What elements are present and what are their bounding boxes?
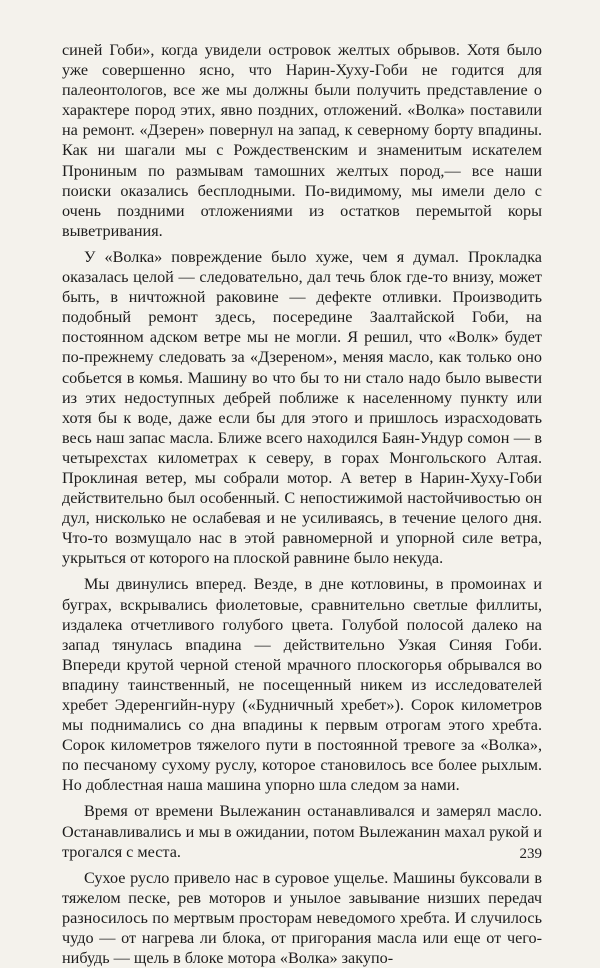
paragraph-4: Время от времени Вылежанин останавливался и замерял масло. Останавливались и мы в ожидании, потом Вылежанин махал рукой и трогался с места. — [62, 802, 542, 861]
paragraph-3: Мы двинулись вперед. Везде, в дне котловины, в промоинах и буграх, вскрывались фиолетовые, сравнительно светлые филлиты, издалека отчетливого голубого цвета. Голубой полосой далеко на запад тянулась впадина — действительно Узкая Синяя Гоби. Впереди крутой черной стеной мрачного плоскогорья обрывался во впадину таинственный, не посещенный никем из исследователей хребет Эдеренгийн-нуру («Будничный хребет»). Сорок километров мы поднимались со дна впадины к первым отрогам этого хребта. Сорок километров тяжелого пути в постоянной тревоге за «Волка», по песчаному сухому руслу, которое становилось все более рыхлым. Но доблестная наша машина упорно шла следом за нами. — [62, 575, 542, 795]
paragraph-2: У «Волка» повреждение было хуже, чем я думал. Прокладка оказалась целой — следовательно, дал течь блок где-то внизу, может быть, в ничтожной раковине — дефекте отливки. Производить подобный ремонт здесь, посередине Заалтайской Гоби, на постоянном адском ветре мы не могли. Я решил, что «Волк» будет по-прежнему следовать за «Дзереном», меняя масло, как только оно собьется в комья. Машину во что бы то ни стало надо было вывести из этих недоступных дебрей поближе к населенному пункту или хотя бы к воде, даже если бы для этого и пришлось израсходовать весь наш запас масла. Ближе всего находился Баян-Ундур сомон — в четырехстах километрах к северу, в горах Монгольского Алтая. Проклиная ветер, мы собрали мотор. А ветер в Нарин-Хуху-Гоби действительно был особенный. С непостижимой настойчивостью он дул, нисколько не ослабевая и не усиливаясь, в течение целого дня. Что-то возмущало нас в этой равномерной и упорной силе ветра, укрыться от которого на плоской равнине было некуда. — [62, 247, 542, 568]
page-number: 239 — [519, 846, 542, 862]
paragraph-5: Сухое русло привело нас в суровое ущелье. Машины буксовали в тяжелом песке, рев моторов и унылое завывание низших передач разносилось по мертвым просторам неведомого хребта. И случилось чудо — от нагрева ли блока, от пригорания масла или еще от чего-нибудь — щель в блоке мотора «Волка» закупо- — [62, 868, 542, 968]
paragraph-1: синей Гоби», когда увидели островок желтых обрывов. Хотя было уже совершенно ясно, что Нарин-Хуху-Гоби не годится для палеонтологов, все же мы должны были получить представление о характере пород этих, явно поздних, отложений. «Волка» поставили на ремонт. «Дзерен» повернул на запад, к северному борту впадины. Как ни шагали мы с Рождественским и знаменитым искателем Прониным по размывам тамошних желтых пород,— все наши поиски оказались бесплодными. По-видимому, мы имели дело с очень поздними отложениями из остатков перемытой коры выветривания. — [62, 41, 542, 240]
